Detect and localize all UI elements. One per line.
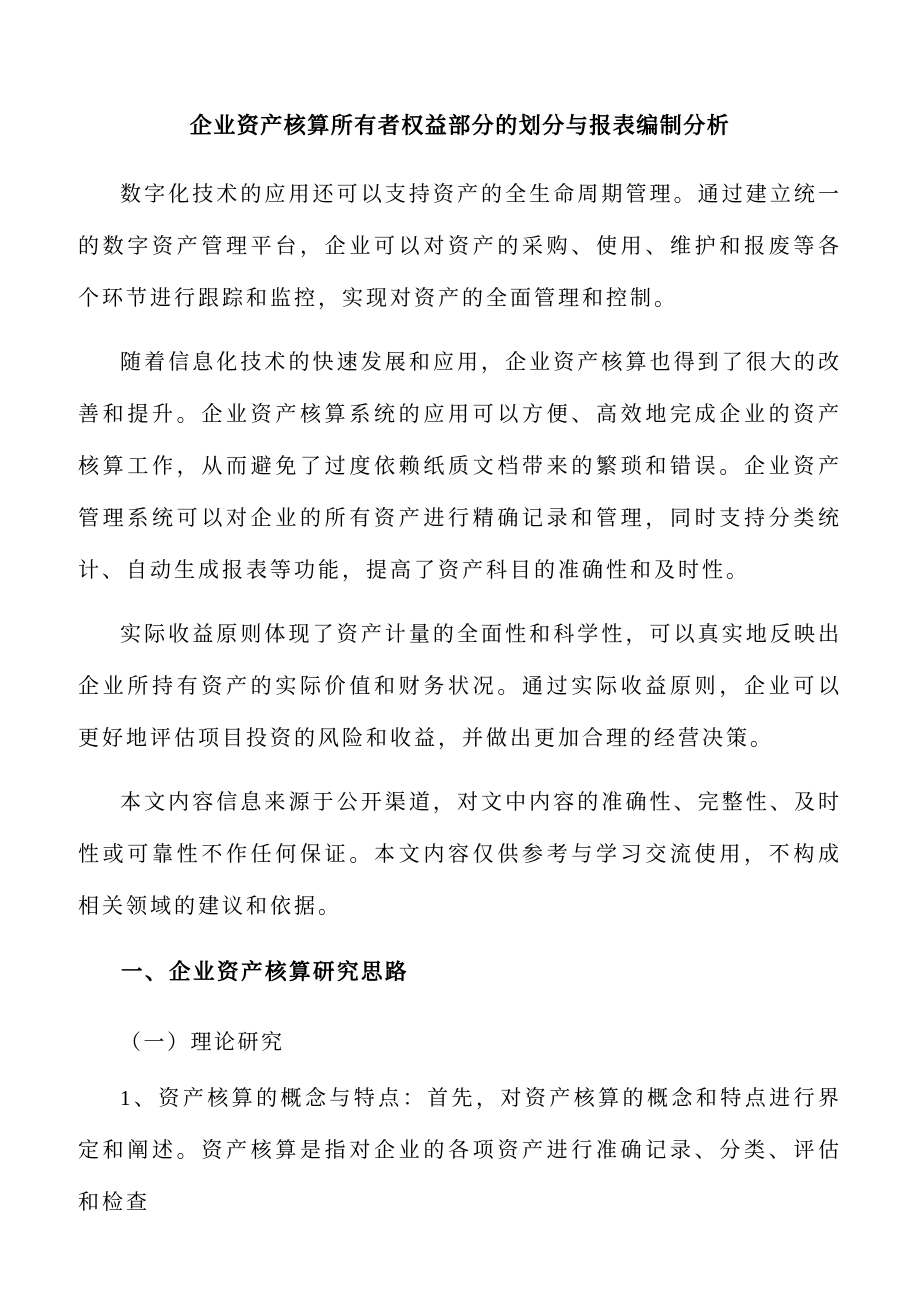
intro-paragraph-2: 随着信息化技术的快速发展和应用，企业资产核算也得到了很大的改善和提升。企业资产核算系统的应用可以方便、高效地完成企业的资产核算工作，从而避免了过度依赖纸质文档带来的繁琐和错误。企业资产管理系统可以对企业的所有资产进行精确记录和管理，同时支持分类统计、自动生成报表等功能，提高了资产科目的准确性和及时性。 [78, 350, 842, 582]
intro-paragraph-1: 数字化技术的应用还可以支持资产的全生命周期管理。通过建立统一的数字资产管理平台，企业可以对资产的采购、使用、维护和报废等各个环节进行跟踪和监控，实现对资产的全面管理和控制。 [78, 182, 842, 310]
subsection-heading: （一）理论研究 [120, 1030, 285, 1054]
intro-paragraph-3: 实际收益原则体现了资产计量的全面性和科学性，可以真实地反映出企业所持有资产的实际价值和财务状况。通过实际收益原则，企业可以更好地评估项目投资的风险和收益，并做出更加合理的经营决策。 [78, 622, 842, 750]
section-paragraph-1: 1、资产核算的概念与特点：首先，对资产核算的概念和特点进行界定和阐述。资产核算是指对企业的各项资产进行准确记录、分类、评估和检查 [78, 1086, 842, 1214]
disclaimer-paragraph: 本文内容信息来源于公开渠道，对文中内容的准确性、完整性、及时性或可靠性不作任何保证。本文内容仅供参考与学习交流使用，不构成相关领域的建议和依据。 [78, 790, 842, 918]
section-heading: 一、企业资产核算研究思路 [121, 960, 410, 984]
document-title: 企业资产核算所有者权益部分的划分与报表编制分析 [189, 113, 731, 138]
